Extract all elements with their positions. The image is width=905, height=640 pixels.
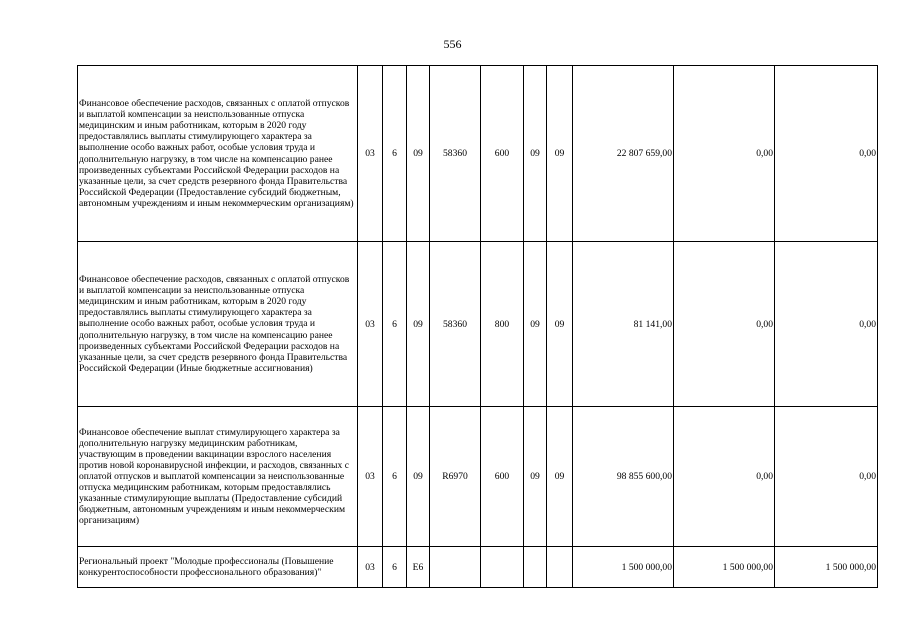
cell-main-activity: E6 (407, 547, 430, 588)
row-description: Финансовое обеспечение выплат стимулирующего характера за дополнительную нагрузку медицинским работникам, участвующим в проведении вакцинации взрослого населения против новой коронавирусной инфекции, и расходов, связанных с оплатой отпусков и выплатой компенсации за неиспользованные отпуска медицинским работникам, которым предоставлялись указанные стимулирующие выплаты (Предоставление субсидий бюджетным, автономным учреждениям и иным некоммерческим организациям) (78, 407, 358, 547)
page-number: 556 (443, 37, 462, 51)
cell-direction: 58360 (430, 242, 481, 407)
cell-amount-3: 0,00 (775, 66, 878, 242)
budget-table (77, 65, 878, 588)
table-row (78, 547, 878, 588)
cell-amount-2: 1 500 000,00 (674, 547, 775, 588)
cell-amount-2: 0,00 (674, 66, 775, 242)
cell-program: 03 (358, 242, 383, 407)
cell-main-activity: 09 (407, 66, 430, 242)
cell-program: 03 (358, 547, 383, 588)
cell-section (524, 547, 547, 588)
cell-amount-1: 81 141,00 (573, 242, 674, 407)
cell-subprogram: 6 (383, 547, 407, 588)
cell-subprogram: 6 (383, 407, 407, 547)
row-description: Финансовое обеспечение расходов, связанных с оплатой отпусков и выплатой компенсации за неиспользованные отпуска медицинским и иным работникам, которым в 2020 году предоставлялись выплаты стимулирующего характера за выполнение особо важных работ, особые условия труда и дополнительную нагрузку, в том числе на компенсацию ранее произведенных субъектами Российской Федерации расходов на указанные цели, за счет средств резервного фонда Правительства Российской Федерации (Иные бюджетные ассигнования) (78, 242, 358, 407)
cell-expense-type: 600 (481, 407, 524, 547)
cell-subsection (547, 547, 573, 588)
cell-main-activity: 09 (407, 407, 430, 547)
cell-subprogram: 6 (383, 66, 407, 242)
cell-section: 09 (524, 66, 547, 242)
table-row (78, 407, 878, 547)
cell-amount-1: 22 807 659,00 (573, 66, 674, 242)
cell-program: 03 (358, 66, 383, 242)
cell-direction (430, 547, 481, 588)
cell-expense-type: 600 (481, 66, 524, 242)
row-description: Региональный проект "Молодые профессионалы (Повышение конкурентоспособности профессионального образования)" (78, 547, 358, 588)
table-row (78, 66, 878, 242)
cell-amount-2: 0,00 (674, 242, 775, 407)
table-row (78, 242, 878, 407)
cell-subsection: 09 (547, 242, 573, 407)
row-description: Финансовое обеспечение расходов, связанных с оплатой отпусков и выплатой компенсации за неиспользованные отпуска медицинским и иным работникам, которым в 2020 году предоставлялись выплаты стимулирующего характера за выполнение особо важных работ, особые условия труда и дополнительную нагрузку, в том числе на компенсацию ранее произведенных субъектами Российской Федерации расходов на указанные цели, за счет средств резервного фонда Правительства Российской Федерации (Предоставление субсидий бюджетным, автономным учреждениям и иным некоммерческим организациям) (78, 66, 358, 242)
cell-amount-3: 0,00 (775, 407, 878, 547)
cell-amount-2: 0,00 (674, 407, 775, 547)
cell-subprogram: 6 (383, 242, 407, 407)
cell-amount-3: 0,00 (775, 242, 878, 407)
cell-subsection: 09 (547, 66, 573, 242)
cell-direction: R6970 (430, 407, 481, 547)
cell-main-activity: 09 (407, 242, 430, 407)
cell-amount-3: 1 500 000,00 (775, 547, 878, 588)
cell-expense-type: 800 (481, 242, 524, 407)
cell-amount-1: 1 500 000,00 (573, 547, 674, 588)
cell-direction: 58360 (430, 66, 481, 242)
cell-section: 09 (524, 242, 547, 407)
cell-program: 03 (358, 407, 383, 547)
cell-expense-type (481, 547, 524, 588)
cell-subsection: 09 (547, 407, 573, 547)
cell-section: 09 (524, 407, 547, 547)
cell-amount-1: 98 855 600,00 (573, 407, 674, 547)
